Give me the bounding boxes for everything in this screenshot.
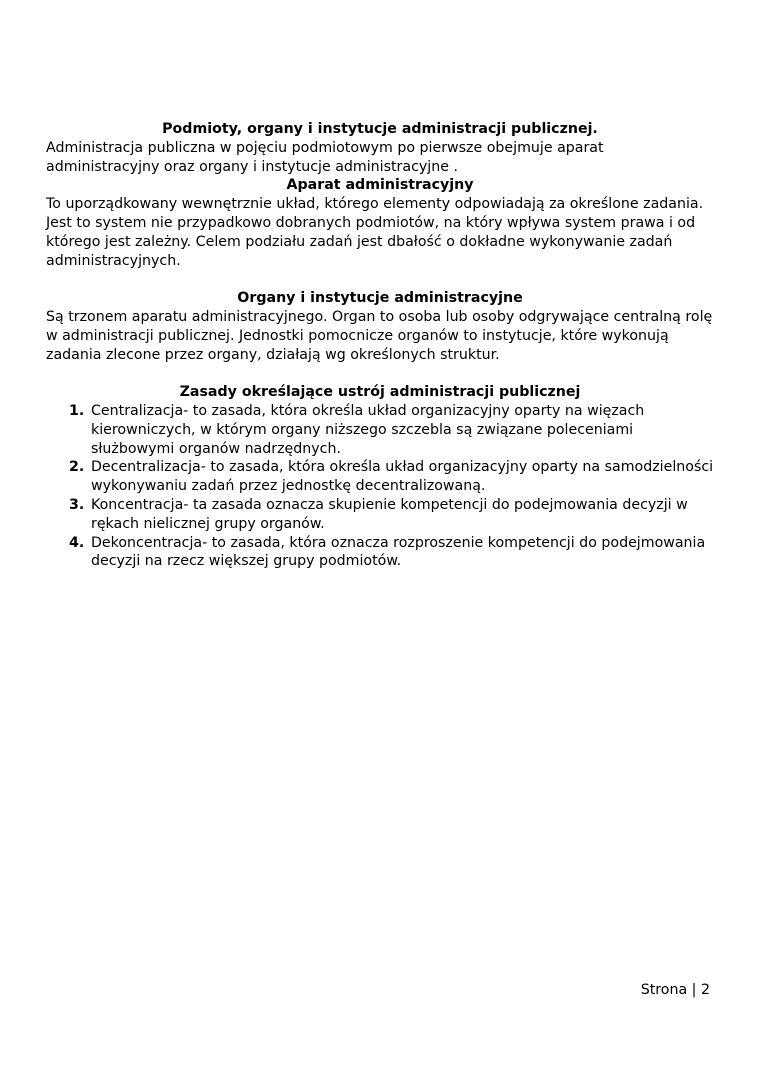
list-item: [46, 496, 714, 534]
list-item-text: Dekoncentracja- to zasada, która oznacza rozproszenie kompetencji do podejmowania decyzji na rzecz większej grupy podmiotów.: [91, 534, 706, 570]
list-item-number: 4.: [69, 534, 85, 551]
list-item-number: 1.: [69, 402, 85, 419]
list-item-number: 2.: [69, 459, 85, 476]
section-heading-organy: Organy i instytucje administracyjne: [237, 290, 523, 307]
list-item: [46, 402, 714, 458]
document-body: [46, 120, 714, 571]
section-heading-zasady: Zasady określające ustrój administracji publicznej: [179, 384, 581, 401]
list-item-text: Decentralizacja- to zasada, która określa układ organizacyjny oparty na samodzielności wykonywaniu zadań przez jednostkę decentralizowaną.: [91, 459, 714, 495]
list-item-number: 3.: [69, 496, 85, 513]
blank-line: [46, 364, 714, 383]
list-item: [46, 458, 714, 496]
rules-list: [46, 402, 714, 571]
list-item: [46, 534, 714, 572]
list-item-text: Koncentracja- ta zasada oznacza skupienie kompetencji do podejmowania decyzji w rękach nielicznej grupy organów.: [91, 496, 688, 532]
section-paragraph-aparat: To uporządkowany wewnętrznie układ, którego elementy odpowiadają za określone zadania. Jest to system nie przypadkowo dobranych podmiotów, na który wpływa system prawa i od którego jest zależny. Celem podziału zadań jest dbałość o dokładne wykonywanie zadań administracyjnych.: [46, 196, 704, 269]
document-title: Podmioty, organy i instytucje administracji publicznej.: [162, 121, 598, 137]
blank-line: [46, 270, 714, 289]
page-number-footer: Strona | 2: [640, 982, 710, 998]
intro-paragraph: Administracja publiczna w pojęciu podmiotowym po pierwsze obejmuje aparat administracyjny oraz organy i instytucje administracyjne .: [46, 139, 604, 175]
list-item-text: Centralizacja- to zasada, która określa układ organizacyjny oparty na więzach kierowniczych, w którym organy niższego szczebla są związane poleceniami służbowymi organów nadrzędnych.: [91, 402, 645, 457]
section-paragraph-organy: Są trzonem aparatu administracyjnego. Organ to osoba lub osoby odgrywające centralną rolę w administracji publicznej. Jednostki pomocnicze organów to instytucje, które wykonują zadania zlecone przez organy, działają wg określonych struktur.: [46, 308, 713, 363]
section-heading-aparat: Aparat administracyjny: [286, 177, 474, 194]
